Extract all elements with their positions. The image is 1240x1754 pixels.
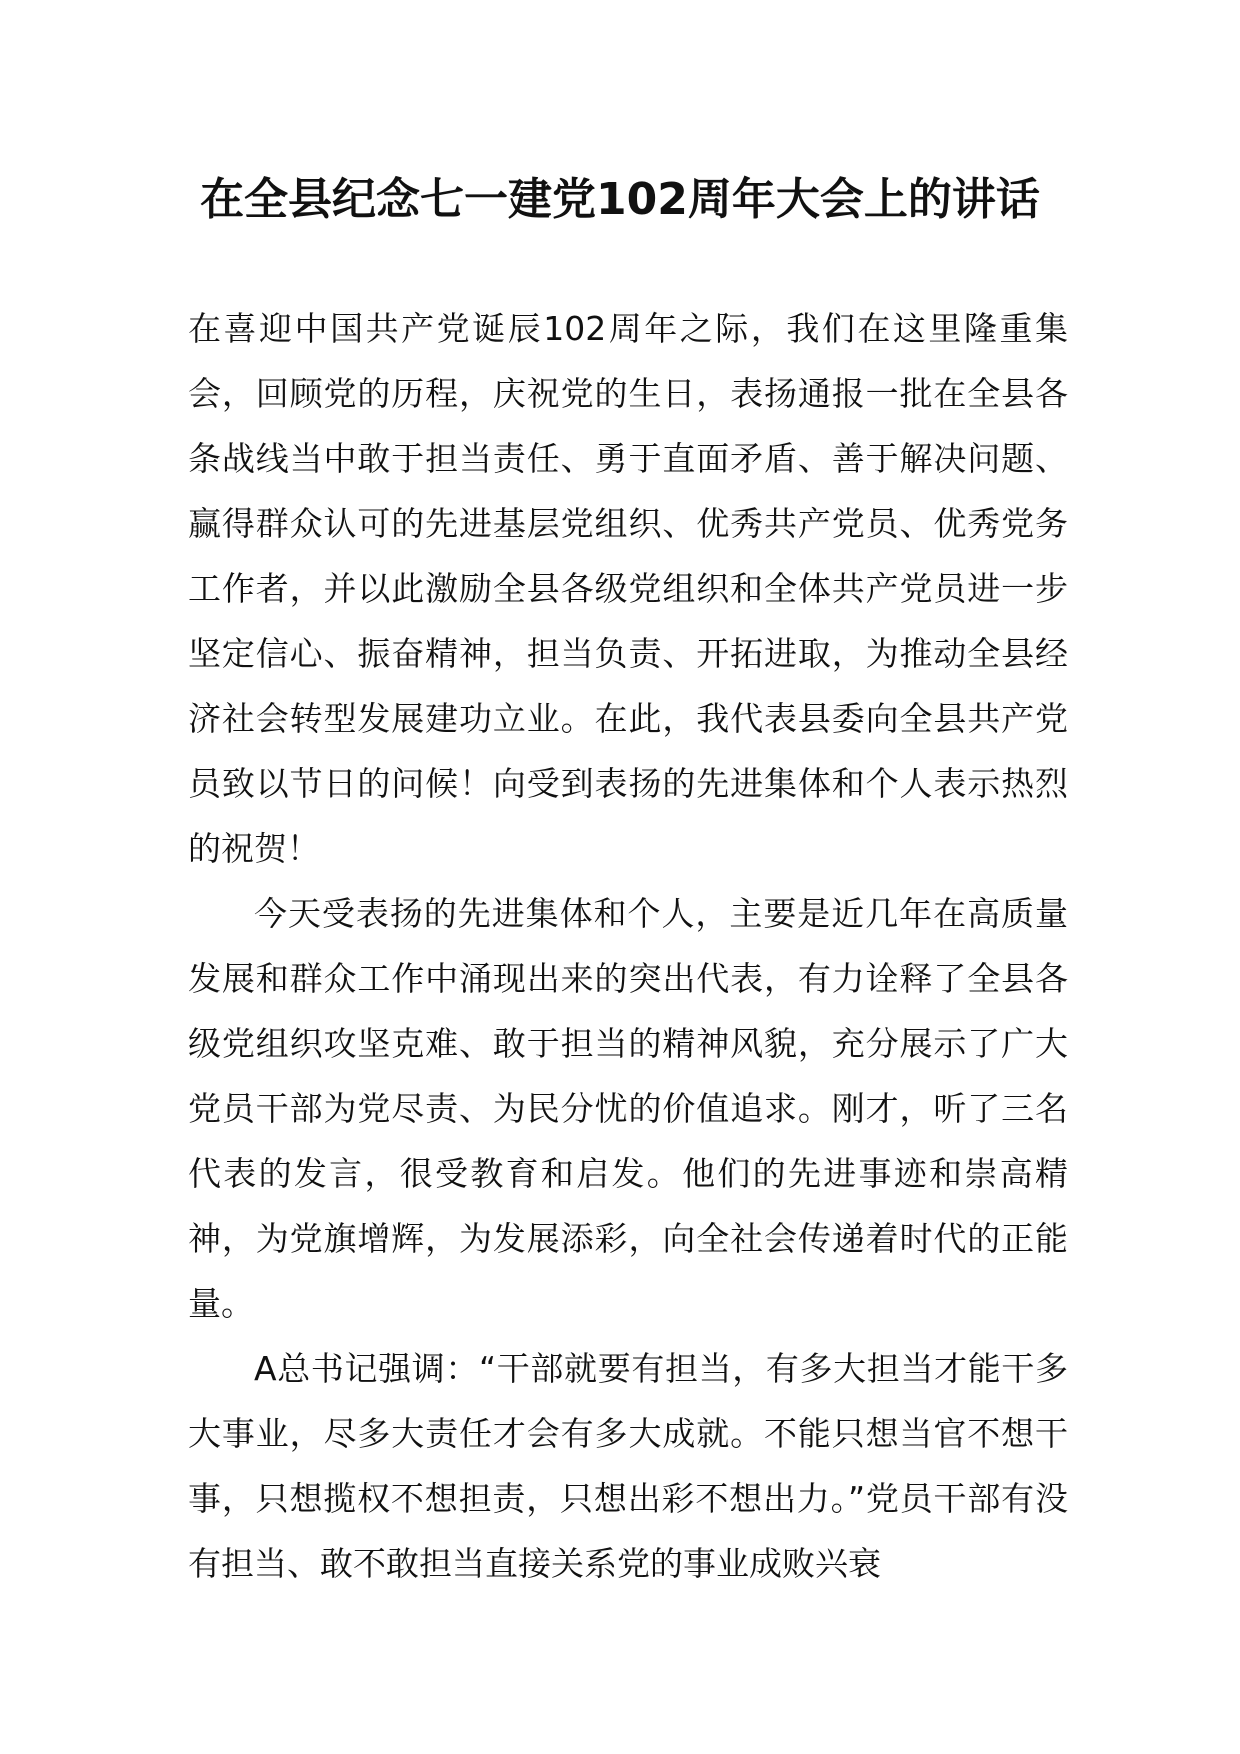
- paragraph-2: 今天受表扬的先进集体和个人，主要是近几年在高质量发展和群众工作中涌现出来的突出代表，有力诠释了全县各级党组织攻坚克难、敢于担当的精神风貌，充分展示了广大党员干部为党尽责、为民分忧的价值追求。刚才，听了三名代表的发言，很受教育和启发。他们的先进事迹和崇高精神，为党旗增辉，为发展添彩，向全社会传递着时代的正能量。: [188, 894, 1068, 1323]
- paragraph-3: A总书记强调：“干部就要有担当，有多大担当才能干多大事业，尽多大责任才会有多大成就。不能只想当官不想干事，只想揽权不想担责，只想出彩不想出力。”党员干部有没有担当、敢不敢担当直接关系党的事业成败兴衰: [188, 1349, 1068, 1583]
- paragraph-1: 在喜迎中国共产党诞辰102周年之际，我们在这里隆重集会，回顾党的历程，庆祝党的生日，表扬通报一批在全县各条战线当中敢于担当责任、勇于直面矛盾、善于解决问题、赢得群众认可的先进基层党组织、优秀共产党员、优秀党务工作者，并以此激励全县各级党组织和全体共产党员进一步坚定信心、振奋精神，担当负责、开拓进取，为推动全县经济社会转型发展建功立业。在此，我代表县委向全县共产党员致以节日的问候！向受到表扬的先进集体和个人表示热烈的祝贺！: [188, 309, 1068, 868]
- document-title: 在全县纪念七一建党102周年大会上的讲话: [200, 174, 1040, 225]
- document-body: [188, 296, 1068, 1596]
